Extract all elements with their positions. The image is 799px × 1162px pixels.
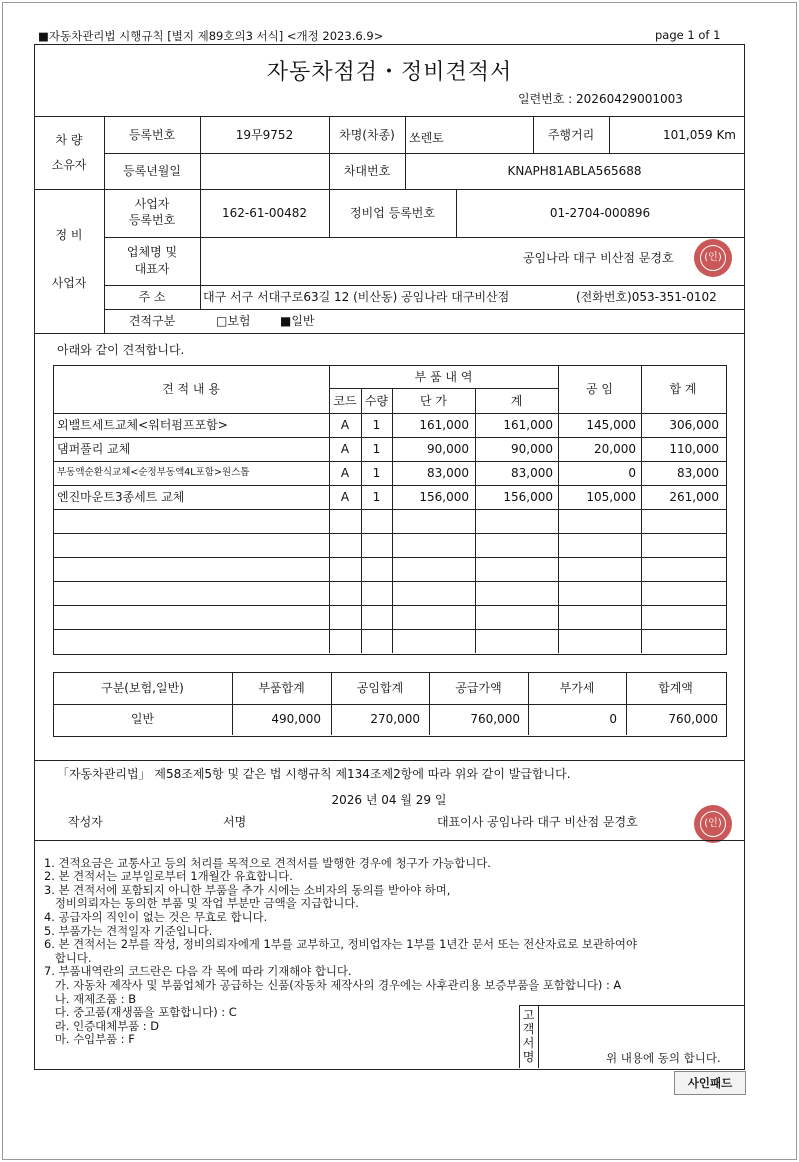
summary-parts-value: 490,000 bbox=[271, 712, 321, 726]
company-seal-text: (인) bbox=[704, 252, 722, 263]
table-row-unit: 161,000 bbox=[419, 418, 469, 432]
summary-total-header: 합계액 bbox=[658, 681, 693, 695]
reg-no-label: 등록번호 bbox=[128, 128, 176, 142]
company-value: 공임나라 대구 비산점 문경호 bbox=[523, 251, 674, 265]
table-row-qty: 1 bbox=[372, 442, 381, 456]
biz-no-label-2: 등록번호 bbox=[128, 213, 176, 227]
col-sum-header: 계 bbox=[510, 394, 523, 408]
page-indicator: page 1 of 1 bbox=[655, 28, 721, 42]
table-row-sum: 161,000 bbox=[503, 418, 553, 432]
issue-date: 2026 년 04 월 29 일 bbox=[331, 793, 447, 807]
reg-date-label: 등록년월일 bbox=[123, 164, 181, 178]
table-row-labor: 0 bbox=[628, 466, 636, 480]
vin-label: 차대번호 bbox=[343, 164, 391, 178]
owner-section-label: 차 량 bbox=[55, 133, 83, 147]
table-row-unit: 90,000 bbox=[427, 442, 469, 456]
sign-pad-button[interactable]: 사인패드 bbox=[674, 1071, 746, 1095]
table-row-code: A bbox=[340, 466, 350, 480]
customer-sign-label-1: 고 bbox=[522, 1008, 535, 1022]
summary-labor-value: 270,000 bbox=[370, 712, 420, 726]
col-desc-header: 견 적 내 용 bbox=[162, 382, 220, 396]
col-parts-header: 부 품 내 역 bbox=[414, 370, 473, 384]
note-line: 나. 재제조품 : B bbox=[44, 991, 137, 1006]
model-value: 쏘렌토 bbox=[409, 131, 444, 145]
business-section-label: 정 비 bbox=[55, 228, 83, 242]
summary-supply-header: 공급가액 bbox=[455, 681, 502, 695]
sign-label: 서명 bbox=[223, 815, 247, 829]
address-value: 대구 서구 서대구로63길 12 (비산동) 공임나라 대구비산점 bbox=[203, 290, 510, 304]
col-total-header: 합 계 bbox=[669, 382, 697, 396]
note-line: 정비의뢰자는 동의한 부품 및 작업 부분만 금액을 지급합니다. bbox=[44, 896, 359, 911]
summary-total-value: 760,000 bbox=[668, 712, 718, 726]
summary-parts-header: 부품합계 bbox=[258, 681, 305, 695]
biz-no-label: 사업자 bbox=[134, 197, 170, 211]
legal-statement: 「자동차관리법」 제58조제5항 및 같은 법 시행규칙 제134조제2항에 따라 위와 같이 발급합니다. bbox=[57, 767, 571, 781]
table-row-qty: 1 bbox=[372, 490, 381, 504]
table-row-total: 83,000 bbox=[677, 466, 719, 480]
table-row-total: 110,000 bbox=[669, 442, 719, 456]
company-label: 업체명 및 bbox=[126, 245, 178, 259]
reg-no-value: 19무9752 bbox=[235, 128, 294, 142]
table-row-qty: 1 bbox=[372, 466, 381, 480]
form-reference: ■자동차관리법 시행규칙 [별지 제89호의3 서식] <개정 2023.6.9> bbox=[38, 29, 384, 43]
summary-supply-value: 760,000 bbox=[470, 712, 520, 726]
table-row-qty: 1 bbox=[372, 418, 381, 432]
biz-no-value: 162-61-00482 bbox=[221, 206, 307, 220]
customer-agree-text: 위 내용에 동의 합니다. bbox=[606, 1051, 721, 1065]
table-row-desc: 엔진마운트3종세트 교체 bbox=[57, 490, 185, 504]
option-insurance: □보험 bbox=[216, 314, 251, 328]
col-unit-header: 단 가 bbox=[420, 394, 447, 408]
note-line: 라. 인증대체부품 : D bbox=[44, 1018, 159, 1033]
estimate-type-label: 견적구분 bbox=[128, 314, 176, 328]
summary-vat-value: 0 bbox=[609, 712, 617, 726]
intro-text: 아래와 같이 견적합니다. bbox=[57, 343, 185, 357]
col-qty-header: 수량 bbox=[364, 394, 389, 408]
address-label: 주 소 bbox=[138, 290, 166, 304]
table-row-labor: 20,000 bbox=[594, 442, 636, 456]
mileage-label: 주행거리 bbox=[547, 128, 595, 142]
phone-value: (전화번호)053-351-0102 bbox=[576, 290, 717, 304]
note-line: 7. 부품내역란의 코드란은 다음 각 목에 따라 기재해야 합니다. bbox=[44, 964, 352, 979]
mileage-value: 101,059 Km bbox=[663, 128, 736, 142]
repair-no-label: 정비업 등록번호 bbox=[350, 206, 435, 220]
note-line: 2. 본 견적서는 교부일로부터 1개월간 유효합니다. bbox=[44, 869, 293, 884]
table-row-unit: 156,000 bbox=[419, 490, 469, 504]
customer-sign-label-4: 명 bbox=[522, 1050, 535, 1064]
writer-label: 작성자 bbox=[68, 815, 103, 829]
summary-vat-header: 부가세 bbox=[559, 681, 595, 695]
table-row-code: A bbox=[340, 490, 350, 504]
document-title: 자동차점검・정비견적서 bbox=[266, 60, 513, 85]
items-table bbox=[53, 365, 727, 655]
summary-type-header: 구분(보험,일반) bbox=[101, 681, 184, 695]
note-line: 가. 자동차 제작사 및 부품업체가 공급하는 신품(자동차 제작사의 경우에는 사후관리용 보증부품을 포함합니다) : A bbox=[44, 977, 622, 992]
table-row-labor: 145,000 bbox=[586, 418, 636, 432]
note-line: 5. 부품가는 견적일자 기준입니다. bbox=[44, 923, 213, 938]
representative-line: 대표이사 공임나라 대구 비산점 문경호 bbox=[437, 815, 638, 829]
table-row-labor: 105,000 bbox=[586, 490, 636, 504]
table-row-total: 306,000 bbox=[669, 418, 719, 432]
note-line: 마. 수입부품 : F bbox=[44, 1032, 135, 1047]
table-row-desc: 부동액순환식교체<순정부동액4L포함>원스톱 bbox=[57, 467, 250, 478]
option-general: ■일반 bbox=[280, 314, 315, 328]
table-row-code: A bbox=[340, 418, 350, 432]
table-row-desc: 댐퍼풀리 교체 bbox=[57, 442, 131, 456]
col-labor-header: 공 임 bbox=[586, 382, 613, 396]
summary-type-value: 일반 bbox=[130, 712, 155, 726]
col-code-header: 코드 bbox=[333, 394, 357, 408]
representative-seal-text: (인) bbox=[704, 818, 722, 829]
serial-number: 일련번호 : 20260429001003 bbox=[518, 92, 683, 106]
note-line: 3. 본 견적서에 포함되지 아니한 부품을 추가 시에는 소비자의 동의를 받아야 하며, bbox=[44, 882, 451, 897]
table-row-sum: 156,000 bbox=[503, 490, 553, 504]
note-line: 4. 공급자의 직인이 없는 것은 무효로 합니다. bbox=[44, 909, 268, 924]
note-line: 합니다. bbox=[44, 950, 92, 965]
customer-sign-label-2: 객 bbox=[522, 1022, 535, 1036]
table-row-total: 261,000 bbox=[669, 490, 719, 504]
table-row-desc: 외밸트세트교체<워터펌프포함> bbox=[57, 418, 228, 432]
table-row-unit: 83,000 bbox=[427, 466, 469, 480]
note-line: 6. 본 견적서는 2부를 작성, 정비의뢰자에게 1부를 교부하고, 정비업자는 1부를 1년간 문서 또는 전산자료로 보관하여야 bbox=[44, 937, 637, 952]
table-row-sum: 90,000 bbox=[511, 442, 553, 456]
summary-labor-header: 공임합계 bbox=[356, 681, 404, 695]
repair-no-value: 01-2704-000896 bbox=[549, 206, 651, 220]
owner-section-label-2: 소유자 bbox=[51, 158, 87, 172]
note-line: 다. 중고품(재생품을 포함합니다) : C bbox=[44, 1005, 237, 1020]
note-line: 1. 견적요금은 교통사고 등의 처리를 목적으로 견적서를 발행한 경우에 청구가 가능합니다. bbox=[44, 855, 491, 870]
table-row-sum: 83,000 bbox=[511, 466, 553, 480]
company-label-2: 대표자 bbox=[134, 262, 170, 276]
table-row-code: A bbox=[340, 442, 350, 456]
vin-value: KNAPH81ABLA565688 bbox=[507, 164, 642, 178]
customer-sign-label-3: 서 bbox=[522, 1036, 535, 1050]
model-label: 차명(차종) bbox=[339, 128, 395, 142]
business-section-label-2: 사업자 bbox=[51, 276, 87, 290]
